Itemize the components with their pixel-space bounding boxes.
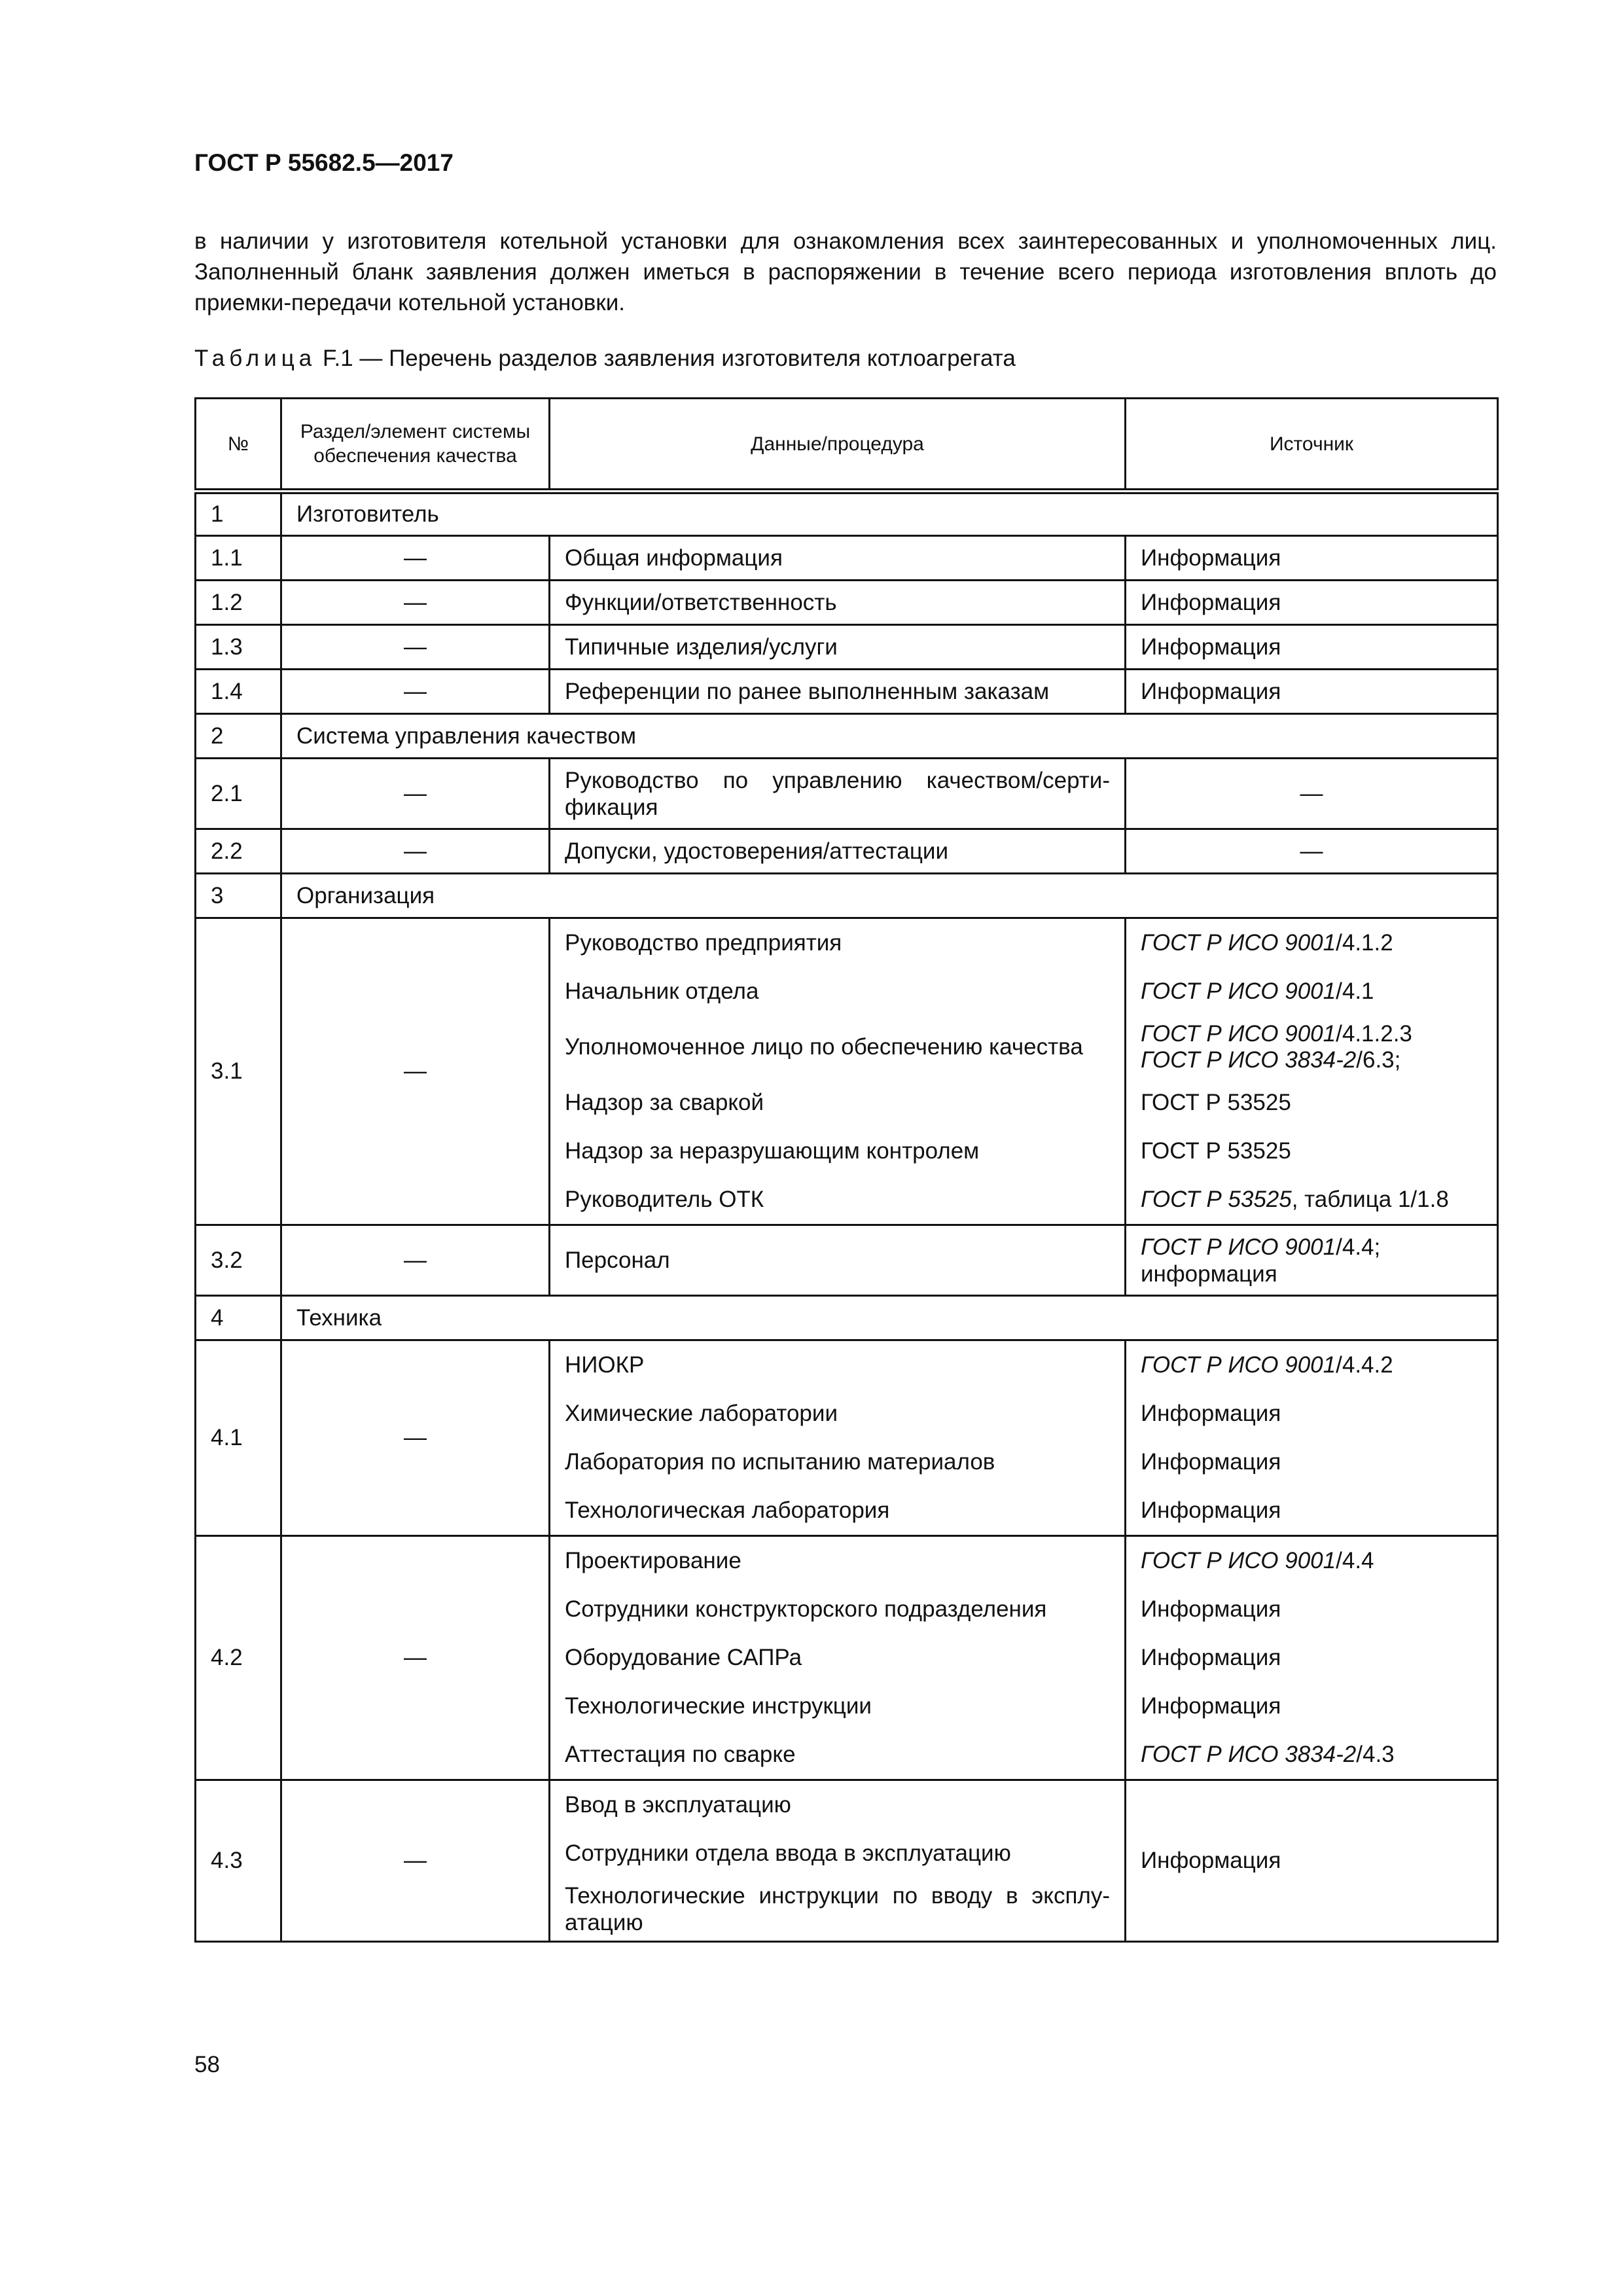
data-item: Технологические инструкции по вводу в эксплу-атацию [565, 1883, 1110, 1935]
source-item: Информация [1141, 1498, 1281, 1523]
row-source: — [1126, 829, 1498, 874]
row-data: Допуски, удостоверения/аттестации [550, 829, 1126, 874]
sections-table [194, 397, 1499, 1943]
row-source: ГОСТ Р ИСО 9001/4.4; информация [1126, 1225, 1498, 1296]
data-item: НИОКР [565, 1352, 645, 1378]
table-row [196, 918, 1498, 1225]
row-source: Информация [1126, 581, 1498, 625]
row-data: Руководство по управлению качеством/серти-фикация [550, 759, 1126, 829]
section-title: Организация [281, 874, 1498, 918]
data-item: Технологическая лаборатория [565, 1498, 890, 1523]
source-item: ГОСТ Р ИСО 9001 /4.1.2 [1141, 930, 1393, 956]
row-dash: — [281, 670, 550, 714]
source-item: Информация [1141, 1449, 1281, 1475]
row-data-list [550, 1780, 1126, 1942]
row-data: Типичные изделия/услуги [550, 625, 1126, 670]
row-num: 4 [196, 1296, 281, 1340]
data-item: Начальник отдела [565, 978, 759, 1004]
section-title: Система управления качеством [281, 714, 1498, 759]
table-row [196, 874, 1498, 918]
table-row [196, 1780, 1498, 1942]
row-dash: — [281, 1536, 550, 1780]
table-row [196, 759, 1498, 829]
data-item: Надзор за сваркой [565, 1090, 764, 1115]
row-data-list [550, 1536, 1126, 1780]
source-item: ГОСТ Р 53525 [1141, 1138, 1291, 1164]
row-dash: — [281, 536, 550, 581]
row-num: 2.2 [196, 829, 281, 874]
row-dash: — [281, 625, 550, 670]
row-dash: — [281, 829, 550, 874]
row-source-list [1126, 918, 1498, 1225]
row-dash: — [281, 918, 550, 1225]
section-title: Техника [281, 1296, 1498, 1340]
row-num: 1.1 [196, 536, 281, 581]
source-item: Информация [1141, 1596, 1281, 1622]
row-num: 3 [196, 874, 281, 918]
row-dash: — [281, 759, 550, 829]
row-source: — [1126, 759, 1498, 829]
table-row [196, 714, 1498, 759]
table-row [196, 1296, 1498, 1340]
row-source: Информация [1126, 536, 1498, 581]
data-item: Аттестация по сварке [565, 1742, 796, 1767]
intro-text: в наличии у изготовителя котельной установки для ознакомления всех заинтересованных и уполномоченных лиц. Заполненный бланк заявления должен иметься в распоряжении в течение всего периода изготовления вплоть до приемки-передачи котельной установки. [194, 228, 1497, 315]
table-row [196, 536, 1498, 581]
data-item: Лаборатория по испытанию материалов [565, 1449, 995, 1475]
data-item: Уполномоченное лицо по обеспечению качества [565, 1034, 1083, 1060]
table-row [196, 1340, 1498, 1536]
row-num: 1.4 [196, 670, 281, 714]
row-data-list [550, 918, 1126, 1225]
data-item: Руководитель ОТК [565, 1187, 764, 1212]
header-data: Данные/процедура [550, 399, 1126, 492]
source-item: ГОСТ Р 53525 [1141, 1090, 1291, 1115]
row-num: 4.3 [196, 1780, 281, 1942]
source-item: ГОСТ Р ИСО 3834-2 /4.3 [1141, 1742, 1395, 1767]
caption-title: F.1 — Перечень разделов заявления изготовителя котлоагрегата [316, 346, 1016, 371]
source-item: Информация [1141, 1693, 1281, 1719]
row-dash: — [281, 1340, 550, 1536]
table-row [196, 492, 1498, 536]
row-num: 1.3 [196, 625, 281, 670]
table-row [196, 829, 1498, 874]
row-source: Информация [1126, 1780, 1498, 1942]
data-item: Сотрудники отдела ввода в эксплуатацию [565, 1840, 1011, 1866]
table-row [196, 581, 1498, 625]
source-item: ГОСТ Р ИСО 9001/4.1.2.3 ГОСТ Р ИСО 3834-2/6.3; [1141, 1021, 1412, 1073]
source-item: Информация [1141, 1401, 1281, 1426]
row-dash: — [281, 581, 550, 625]
row-source: Информация [1126, 670, 1498, 714]
data-item: Химические лаборатории [565, 1401, 838, 1426]
source-item: ГОСТ Р ИСО 9001 /4.4 [1141, 1548, 1374, 1573]
table-caption [194, 346, 1016, 372]
row-dash: — [281, 1780, 550, 1942]
source-item: Информация [1141, 1645, 1281, 1670]
data-item: Надзор за неразрушающим контролем [565, 1138, 980, 1164]
row-data: Персонал [550, 1225, 1126, 1296]
source-item: ГОСТ Р ИСО 9001 /4.1 [1141, 978, 1374, 1004]
data-item: Технологические инструкции [565, 1693, 872, 1719]
data-item: Сотрудники конструкторского подразделения [565, 1596, 1047, 1622]
row-data: Референции по ранее выполненным заказам [550, 670, 1126, 714]
data-item: Ввод в эксплуатацию [565, 1792, 791, 1818]
row-num: 4.1 [196, 1340, 281, 1536]
row-num: 1.2 [196, 581, 281, 625]
table-row [196, 1225, 1498, 1296]
row-num: 1 [196, 492, 281, 536]
row-num: 3.2 [196, 1225, 281, 1296]
row-data: Общая информация [550, 536, 1126, 581]
data-item: Руководство предприятия [565, 930, 842, 956]
data-item: Проектирование [565, 1548, 741, 1573]
row-dash: — [281, 1225, 550, 1296]
row-num: 3.1 [196, 918, 281, 1225]
section-title: Изготовитель [281, 492, 1498, 536]
header-section: Раздел/элемент системы обеспечения качества [281, 399, 550, 492]
source-item: ГОСТ Р ИСО 9001 /4.4.2 [1141, 1352, 1393, 1378]
header-source: Источник [1126, 399, 1498, 492]
table-row [196, 625, 1498, 670]
page-number: 58 [194, 2052, 220, 2077]
row-source-list [1126, 1536, 1498, 1780]
data-item: Оборудование САПРа [565, 1645, 802, 1670]
row-data: Функции/ответственность [550, 581, 1126, 625]
row-data-list [550, 1340, 1126, 1536]
header-num: № [196, 399, 281, 492]
source-item: ГОСТ Р 53525 , таблица 1/1.8 [1141, 1187, 1449, 1212]
table-row [196, 670, 1498, 714]
row-num: 2.1 [196, 759, 281, 829]
document-code: ГОСТ Р 55682.5—2017 [194, 149, 454, 176]
caption-label: Таблица [194, 346, 317, 371]
table-row [196, 1536, 1498, 1780]
row-num: 4.2 [196, 1536, 281, 1780]
row-source-list [1126, 1340, 1498, 1536]
table-header-row [196, 399, 1498, 492]
row-num: 2 [196, 714, 281, 759]
intro-paragraph [194, 226, 1497, 318]
row-source: Информация [1126, 625, 1498, 670]
